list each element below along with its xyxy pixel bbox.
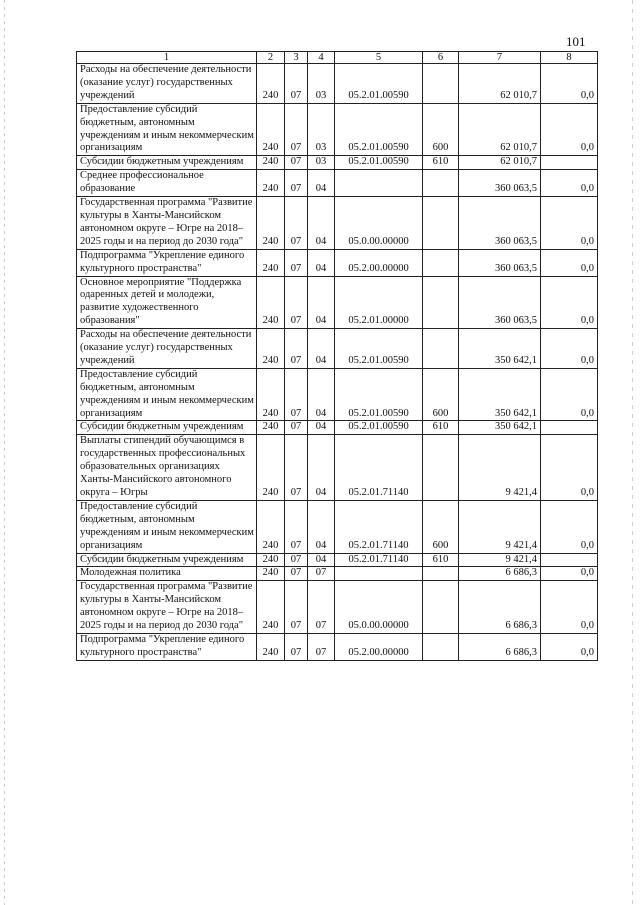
row-code-4: 04 <box>308 276 335 329</box>
row-code-3: 07 <box>285 103 308 156</box>
row-code-6 <box>423 276 459 329</box>
row-name: Подпрограмма "Укрепление единого культурного пространства" <box>77 633 257 660</box>
row-code-5 <box>335 170 423 197</box>
row-code-5: 05.0.00.00000 <box>335 581 423 634</box>
row-code-5: 05.2.01.71140 <box>335 435 423 501</box>
row-code-5 <box>335 567 423 581</box>
row-name: Подпрограмма "Укрепление единого культурного пространства" <box>77 249 257 276</box>
row-code-5: 05.2.01.00590 <box>335 64 423 104</box>
row-amount-8: 0,0 <box>541 329 598 369</box>
row-code-6: 600 <box>423 368 459 421</box>
row-code-2: 240 <box>257 249 285 276</box>
row-amount: 360 063,5 <box>459 170 541 197</box>
column-header: 8 <box>541 52 598 64</box>
row-amount: 350 642,1 <box>459 421 541 435</box>
row-name: Субсидии бюджетным учреждениям <box>77 156 257 170</box>
row-code-2: 240 <box>257 435 285 501</box>
row-code-4: 07 <box>308 567 335 581</box>
row-code-2: 240 <box>257 197 285 250</box>
row-code-3: 07 <box>285 156 308 170</box>
row-code-6 <box>423 567 459 581</box>
row-code-5: 05.2.00.00000 <box>335 249 423 276</box>
table-row <box>77 553 598 567</box>
table-row <box>77 156 598 170</box>
row-code-4: 03 <box>308 64 335 104</box>
row-name: Молодежная политика <box>77 567 257 581</box>
row-code-5: 05.2.00.00000 <box>335 633 423 660</box>
row-code-5: 05.2.01.00590 <box>335 421 423 435</box>
row-code-2: 240 <box>257 633 285 660</box>
row-code-4: 04 <box>308 329 335 369</box>
row-code-6 <box>423 170 459 197</box>
row-code-6: 610 <box>423 156 459 170</box>
scan-edge-left <box>4 0 5 905</box>
table-row <box>77 633 598 660</box>
row-amount: 9 421,4 <box>459 553 541 567</box>
table-row <box>77 276 598 329</box>
column-header: 5 <box>335 52 423 64</box>
column-header: 4 <box>308 52 335 64</box>
row-name: Расходы на обеспечение деятельности (оказание услуг) государственных учреждений <box>77 64 257 104</box>
row-code-4: 04 <box>308 435 335 501</box>
row-amount: 62 010,7 <box>459 103 541 156</box>
row-code-3: 07 <box>285 170 308 197</box>
row-code-5: 05.2.01.00000 <box>335 276 423 329</box>
table-row <box>77 170 598 197</box>
row-code-4: 04 <box>308 197 335 250</box>
row-code-6: 600 <box>423 103 459 156</box>
row-code-2: 240 <box>257 553 285 567</box>
table-row <box>77 197 598 250</box>
row-code-3: 07 <box>285 64 308 104</box>
row-code-6 <box>423 329 459 369</box>
row-name: Субсидии бюджетным учреждениям <box>77 553 257 567</box>
row-amount: 6 686,3 <box>459 633 541 660</box>
row-code-6 <box>423 581 459 634</box>
row-amount: 62 010,7 <box>459 156 541 170</box>
row-code-2: 240 <box>257 170 285 197</box>
row-amount: 360 063,5 <box>459 276 541 329</box>
row-name: Субсидии бюджетным учреждениям <box>77 421 257 435</box>
row-code-4: 04 <box>308 553 335 567</box>
table-row <box>77 421 598 435</box>
row-code-3: 07 <box>285 435 308 501</box>
row-code-6: 600 <box>423 500 459 553</box>
row-name: Выплаты стипендий обучающимся в государственных профессиональных образовательных организациях Ханты-Мансийского автономного округа – Югры <box>77 435 257 501</box>
row-amount-8: 0,0 <box>541 197 598 250</box>
column-header: 3 <box>285 52 308 64</box>
row-code-4: 03 <box>308 103 335 156</box>
row-amount-8: 0,0 <box>541 435 598 501</box>
row-amount-8 <box>541 553 598 567</box>
row-amount-8: 0,0 <box>541 567 598 581</box>
row-amount-8: 0,0 <box>541 633 598 660</box>
row-code-4: 03 <box>308 156 335 170</box>
row-name: Государственная программа "Развитие культуры в Ханты-Мансийском автономном округе – Югре на 2018– 2025 годы и на период до 2030 года" <box>77 581 257 634</box>
row-code-4: 04 <box>308 249 335 276</box>
row-amount: 360 063,5 <box>459 197 541 250</box>
row-code-2: 240 <box>257 581 285 634</box>
row-code-3: 07 <box>285 500 308 553</box>
row-name: Предоставление субсидий бюджетным, автономным учреждениям и иным некоммерческим организациям <box>77 368 257 421</box>
row-amount: 9 421,4 <box>459 500 541 553</box>
row-name: Среднее профессиональное образование <box>77 170 257 197</box>
row-name: Расходы на обеспечение деятельности (оказание услуг) государственных учреждений <box>77 329 257 369</box>
table-header-row <box>77 52 598 64</box>
table-row <box>77 435 598 501</box>
row-code-2: 240 <box>257 103 285 156</box>
row-amount: 6 686,3 <box>459 567 541 581</box>
table-row <box>77 500 598 553</box>
row-code-5: 05.2.01.00590 <box>335 329 423 369</box>
row-amount: 9 421,4 <box>459 435 541 501</box>
row-code-3: 07 <box>285 553 308 567</box>
row-code-6 <box>423 435 459 501</box>
budget-table <box>76 51 598 661</box>
row-code-2: 240 <box>257 156 285 170</box>
row-code-6 <box>423 249 459 276</box>
row-amount-8: 0,0 <box>541 103 598 156</box>
table-row <box>77 103 598 156</box>
row-code-2: 240 <box>257 329 285 369</box>
row-amount: 62 010,7 <box>459 64 541 104</box>
table-row <box>77 249 598 276</box>
column-header: 6 <box>423 52 459 64</box>
row-code-6 <box>423 64 459 104</box>
table-row <box>77 64 598 104</box>
row-code-4: 04 <box>308 421 335 435</box>
row-amount: 350 642,1 <box>459 368 541 421</box>
row-amount-8: 0,0 <box>541 581 598 634</box>
row-name: Предоставление субсидий бюджетным, автономным учреждениям и иным некоммерческим организациям <box>77 500 257 553</box>
row-name: Предоставление субсидий бюджетным, автономным учреждениям и иным некоммерческим организациям <box>77 103 257 156</box>
row-code-6: 610 <box>423 553 459 567</box>
row-code-6 <box>423 197 459 250</box>
row-code-2: 240 <box>257 276 285 329</box>
row-amount-8: 0,0 <box>541 500 598 553</box>
row-code-4: 07 <box>308 633 335 660</box>
row-code-4: 04 <box>308 170 335 197</box>
row-code-3: 07 <box>285 633 308 660</box>
row-amount-8: 0,0 <box>541 368 598 421</box>
table-row <box>77 368 598 421</box>
row-name: Государственная программа "Развитие культуры в Ханты-Мансийском автономном округе – Югре на 2018– 2025 годы и на период до 2030 года" <box>77 197 257 250</box>
row-code-5: 05.2.01.71140 <box>335 500 423 553</box>
row-code-2: 240 <box>257 368 285 421</box>
scan-edge-right <box>632 0 633 905</box>
row-code-6: 610 <box>423 421 459 435</box>
column-header: 7 <box>459 52 541 64</box>
row-code-3: 07 <box>285 581 308 634</box>
page-number: 101 <box>566 34 586 49</box>
table-row <box>77 567 598 581</box>
row-code-5: 05.2.01.00590 <box>335 156 423 170</box>
row-code-3: 07 <box>285 276 308 329</box>
table-body <box>77 64 598 661</box>
row-amount: 360 063,5 <box>459 249 541 276</box>
row-code-3: 07 <box>285 329 308 369</box>
row-code-5: 05.0.00.00000 <box>335 197 423 250</box>
row-code-5: 05.2.01.71140 <box>335 553 423 567</box>
row-code-3: 07 <box>285 197 308 250</box>
row-amount: 350 642,1 <box>459 329 541 369</box>
row-code-5: 05.2.01.00590 <box>335 103 423 156</box>
row-code-2: 240 <box>257 421 285 435</box>
column-header: 1 <box>77 52 257 64</box>
row-code-3: 07 <box>285 249 308 276</box>
row-code-5: 05.2.01.00590 <box>335 368 423 421</box>
row-code-4: 07 <box>308 581 335 634</box>
row-amount-8 <box>541 156 598 170</box>
row-code-3: 07 <box>285 368 308 421</box>
row-amount-8: 0,0 <box>541 170 598 197</box>
row-code-3: 07 <box>285 567 308 581</box>
row-code-4: 04 <box>308 500 335 553</box>
row-code-2: 240 <box>257 500 285 553</box>
row-amount-8: 0,0 <box>541 249 598 276</box>
table-row <box>77 581 598 634</box>
row-amount-8: 0,0 <box>541 64 598 104</box>
row-name: Основное мероприятие "Поддержка одаренных детей и молодежи, развитие художественного образования" <box>77 276 257 329</box>
row-code-3: 07 <box>285 421 308 435</box>
table-row <box>77 329 598 369</box>
row-amount-8: 0,0 <box>541 276 598 329</box>
column-header: 2 <box>257 52 285 64</box>
row-code-6 <box>423 633 459 660</box>
row-amount-8 <box>541 421 598 435</box>
row-code-4: 04 <box>308 368 335 421</box>
row-code-2: 240 <box>257 567 285 581</box>
row-amount: 6 686,3 <box>459 581 541 634</box>
row-code-2: 240 <box>257 64 285 104</box>
